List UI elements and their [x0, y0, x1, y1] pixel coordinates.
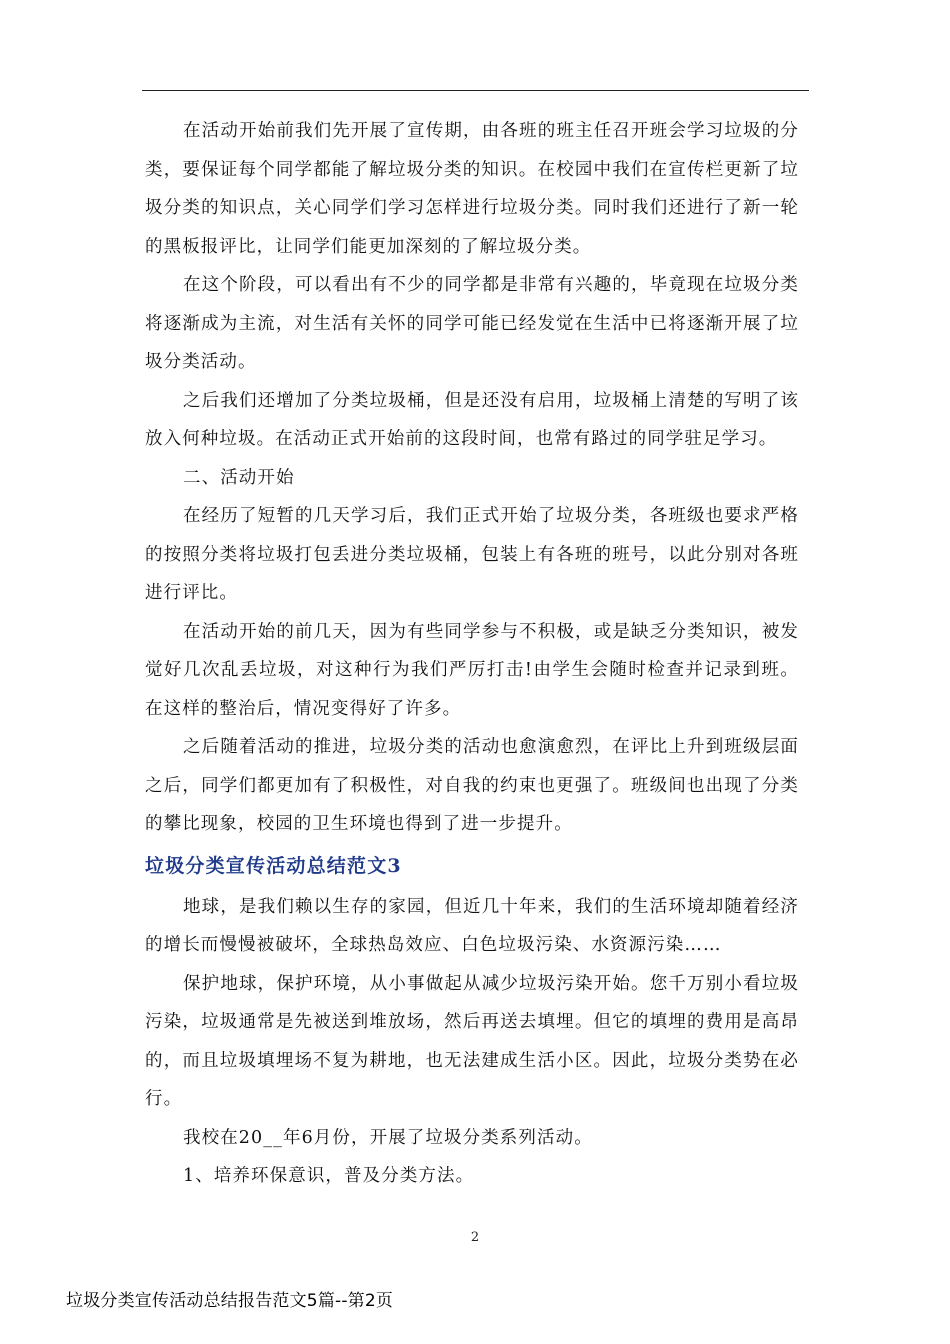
paragraph: 1、培养环保意识，普及分类方法。: [183, 1166, 475, 1186]
paragraph: 地球，是我们赖以生存的家园，但近几十年来，我们的生活环境却随着经济的增长而慢慢被破坏，全球热岛效应、白色垃圾污染、水资源污染……: [145, 896, 799, 955]
section-title: 垃圾分类宣传活动总结范文3: [145, 854, 402, 877]
paragraph: 之后我们还增加了分类垃圾桶，但是还没有启用，垃圾桶上清楚的写明了该放入何种垃圾。在活动正式开始前的这段时间，也常有路过的同学驻足学习。: [145, 390, 799, 449]
paragraph: 之后随着活动的推进，垃圾分类的活动也愈演愈烈，在评比上升到班级层面之后，同学们都更加有了积极性，对自我的约束也更强了。班级间也出现了分类的攀比现象，校园的卫生环境也得到了进一步提升。: [145, 737, 799, 834]
header-rule: [142, 90, 809, 91]
paragraph: 在活动开始前我们先开展了宣传期，由各班的班主任召开班会学习垃圾的分类，要保证每个同学都能了解垃圾分类的知识。在校园中我们在宣传栏更新了垃圾分类的知识点，关心同学们学习怎样进行垃圾分类。同时我们还进行了新一轮的黑板报评比，让同学们能更加深刻的了解垃圾分类。: [145, 121, 799, 257]
page-number: 2: [470, 1230, 480, 1245]
paragraph: 在经历了短暂的几天学习后，我们正式开始了垃圾分类，各班级也要求严格的按照分类将垃圾打包丢进分类垃圾桶，包装上有各班的班号，以此分别对各班进行评比。: [145, 506, 799, 603]
document-body: [145, 112, 799, 1196]
subheading-activity-start: 二、活动开始: [183, 467, 295, 488]
paragraph: 在活动开始的前几天，因为有些同学参与不积极，或是缺乏分类知识，被发觉好几次乱丢垃圾，对这种行为我们严厉打击!由学生会随时检查并记录到班。在这样的整治后，情况变得好了许多。: [145, 621, 799, 719]
paragraph: 我校在20__年6月份，开展了垃圾分类系列活动。: [183, 1127, 593, 1148]
paragraph: 在这个阶段，可以看出有不少的同学都是非常有兴趣的，毕竟现在垃圾分类将逐渐成为主流，对生活有关怀的同学可能已经发觉在生活中已将逐渐开展了垃圾分类活动。: [145, 275, 799, 372]
paragraph: 保护地球，保护环境，从小事做起从减少垃圾污染开始。您千万别小看垃圾污染，垃圾通常是先被送到堆放场，然后再送去填埋。但它的填埋的费用是高昂的，而且垃圾填埋场不复为耕地，也无法建成生活小区。因此，垃圾分类势在必行。: [145, 973, 799, 1109]
footer-document-title: 垃圾分类宣传活动总结报告范文5篇--第2页: [66, 1291, 394, 1311]
